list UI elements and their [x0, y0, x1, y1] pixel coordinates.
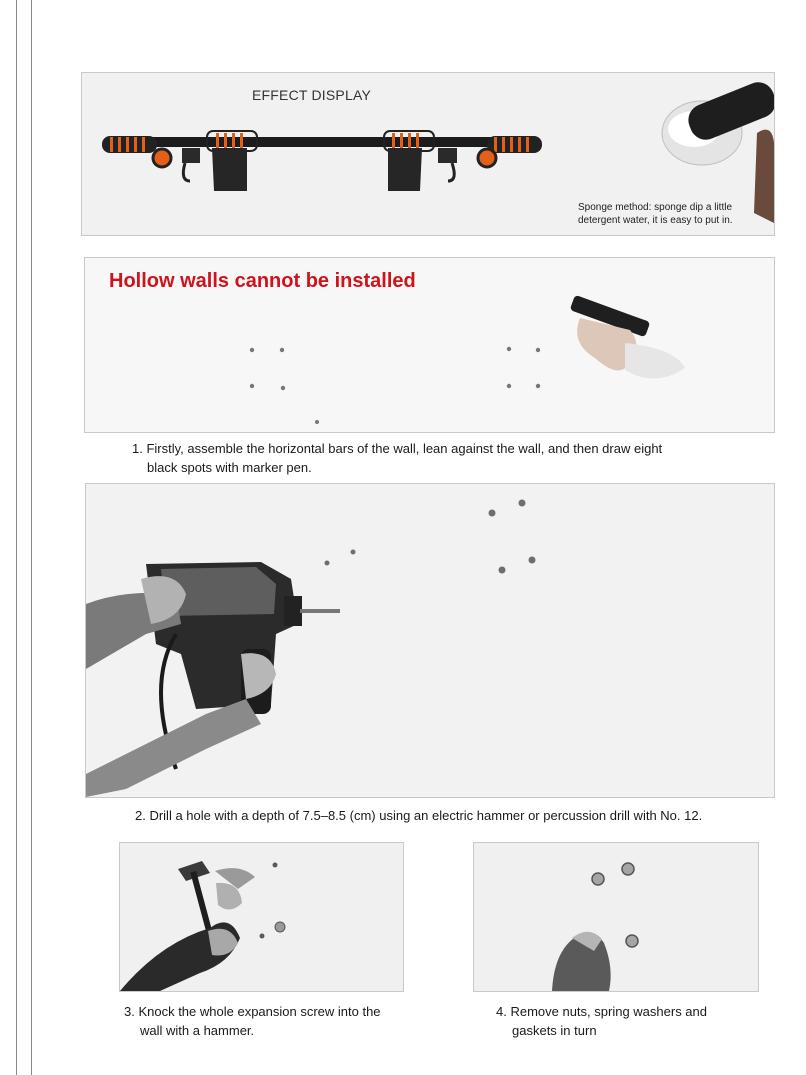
step-4-line2: gaskets in turn	[512, 1023, 597, 1038]
step-3-line1: 3. Knock the whole expansion screw into the	[124, 1004, 381, 1019]
drill-step-panel	[85, 483, 775, 798]
step-3-line2: wall with a hammer.	[140, 1023, 255, 1038]
hammer-illustration	[120, 843, 403, 991]
step-2-caption: 2. Drill a hole with a depth of 7.5–8.5 (cm) using an electric hammer or percussion drill with No. 12.	[135, 808, 703, 823]
effect-display-title: EFFECT DISPLAY	[252, 87, 371, 103]
effect-display-panel	[81, 72, 775, 236]
step-4-line1: 4. Remove nuts, spring washers and	[496, 1004, 707, 1019]
sponge-method-note: Sponge method: sponge dip a little detergent water, it is easy to put in.	[578, 202, 733, 226]
hollow-walls-warning: Hollow walls cannot be installed	[109, 270, 416, 292]
step-3-caption	[124, 1002, 424, 1040]
left-page-rule	[16, 0, 17, 1075]
drill-illustration	[86, 484, 774, 797]
hand-nuts-illustration	[474, 843, 758, 991]
remove-nuts-step-panel	[473, 842, 759, 992]
step-1-line1: 1. Firstly, assemble the horizontal bars of the wall, lean against the wall, and then draw eight	[132, 441, 663, 456]
left-page-rule-inner	[31, 0, 32, 1075]
hammer-step-panel	[119, 842, 404, 992]
step-1-line2: black spots with marker pen.	[147, 460, 312, 475]
step-1-caption	[132, 439, 732, 477]
step-4-caption	[496, 1002, 756, 1040]
marker-step-panel	[84, 257, 775, 433]
